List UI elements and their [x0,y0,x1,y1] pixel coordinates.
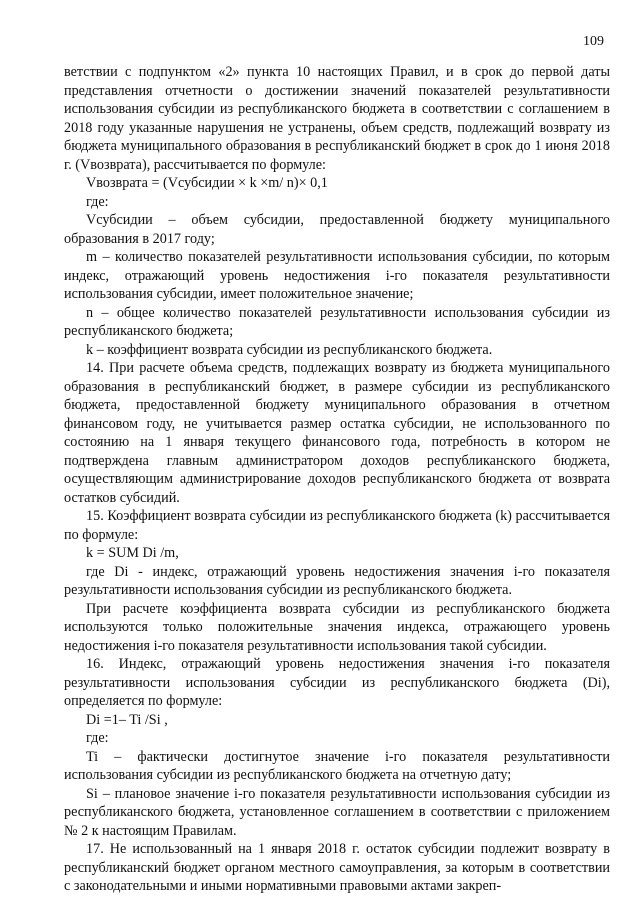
definition-n: n – общее количество показателей результативности использования субсидии из республиканского бюджета; [64,304,610,339]
definition-m: m – количество показателей результативности использования субсидии, по которым индекс, отражающий уровень недостижения i-го показателя результативности использования субсидии, имеет положительное значение; [64,249,610,302]
formula-v-return: Vвозврата = (Vсубсидии × k ×m/ n)× 0,1 [86,175,328,191]
where-label: где: [86,193,109,210]
clause-15: 15. Коэффициент возврата субсидии из республиканского бюджета (k) рассчитывается по формуле: [64,508,610,543]
definition-di: где Di - индекс, отражающий уровень недостижения значения i-го показателя результативности использования субсидии из республиканского бюджета. [64,563,610,598]
paragraph-continuation: ветствии с подпунктом «2» пункта 10 настоящих Правил, и в срок до первой даты представления отчетности о достижении значений показателей результативности использования субсидии из республиканского бюджета в соответствии с соглашением в 2018 году указанные нарушения не устранены, объем средств, подлежащий возврату из бюджета муниципального образования в республиканский бюджет в срок до 1 июня 2018 г. (Vвозврата), рассчитывается по формуле: [64,64,610,173]
definition-v-subsidy: Vсубсидии – объем субсидии, предоставленной бюджету муниципального образования в 2017 году; [64,212,610,247]
definition-k: k – коэффициент возврата субсидии из республиканского бюджета. [86,341,493,358]
document-body [64,63,610,896]
page-number: 109 [583,34,604,49]
definition-si: Si – плановое значение i-го показателя результативности использования субсидии из республиканского бюджета, установленное соглашением в соответствии с приложением № 2 к настоящим Правилам. [64,785,610,839]
clause-14: 14. При расчете объема средств, подлежащих возврату из бюджета муниципального образования в республиканский бюджет, в размере субсидии из республиканского бюджета, предоставленной бюджету муниципального образования в отчетном финансовом году, не учитывается размер остатка субсидии, не использованного по состоянию на 1 января текущего финансового года, потребность в котором не подтверждена главным администратором доходов республиканского бюджета, осуществляющим администрирование доходов республиканского бюджета от возврата остатков субсидий. [64,360,610,506]
clause-16: 16. Индекс, отражающий уровень недостижения значения i-го показателя результативности использования субсидии из республиканского бюджета (Di), определяется по формуле: [64,656,610,709]
where-label-2: где: [86,730,109,746]
formula-k: k = SUM Di /m, [86,545,179,561]
formula-di: Di =1– Ti /Si , [86,711,168,728]
clause-17: 17. Не использованный на 1 января 2018 г. остаток субсидии подлежит возврату в республиканский бюджет органом местного самоуправления, за которым в соответствии с законодательными и иными нормативными правовыми актами закреп- [64,841,610,894]
paragraph-positive-values: При расчете коэффициента возврата субсидии из республиканского бюджета используются только положительные значения индекса, отражающего уровень недостижения i-го показателя результативности использования такой субсидии. [64,600,610,654]
definition-ti: Ti – фактически достигнутое значение i-го показателя результативности использования субсидии из республиканского бюджета на отчетную дату; [64,748,610,783]
